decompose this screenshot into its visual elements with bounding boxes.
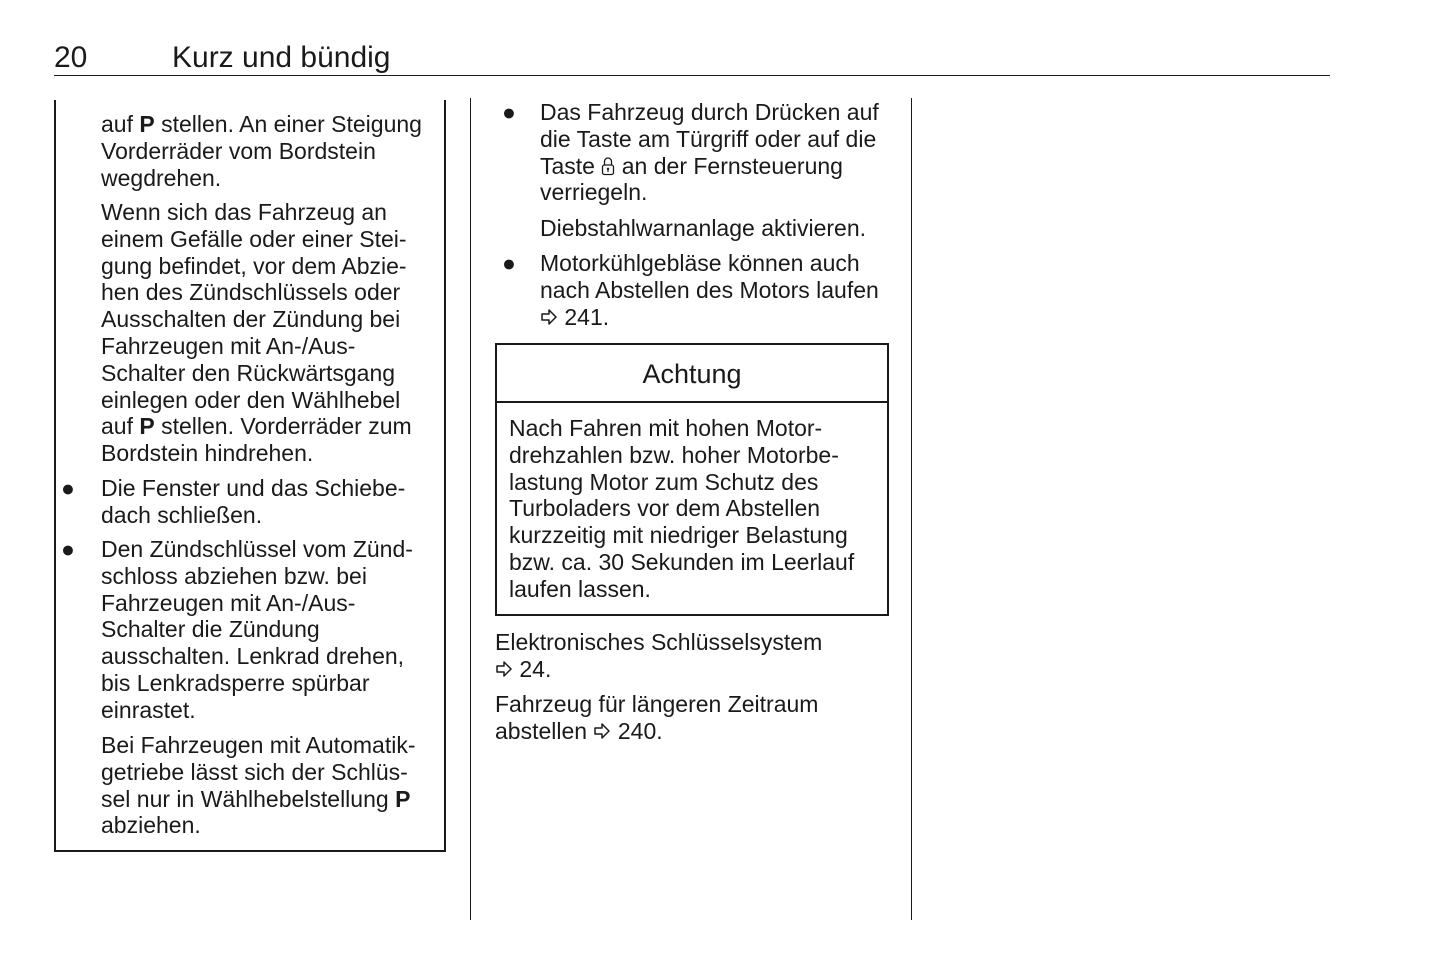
electronic-key-system-reference xyxy=(495,629,895,683)
text-line: Bei Fahrzeugen mit Automatik- xyxy=(101,732,416,758)
text-line: Vorderräder vom Bordstein xyxy=(101,137,376,164)
text-line: Fahrzeugen mit An-/Aus- xyxy=(101,589,356,616)
text-line: wegdrehen. xyxy=(101,164,222,191)
text-line: die Taste am Türgriff oder auf die xyxy=(540,125,877,152)
text-line: dach schließen. xyxy=(101,501,263,528)
long-term-parking-reference xyxy=(495,691,895,745)
text-line: Elektronisches Schlüsselsystem xyxy=(495,629,823,655)
page-reference-link[interactable]: 24. xyxy=(519,655,552,682)
warning-body xyxy=(509,415,879,603)
bullet-ignition-key xyxy=(101,536,441,724)
page-reference-arrow-icon xyxy=(495,660,513,678)
paragraph-slope xyxy=(101,199,441,467)
text-line: Taste an der Fernsteuerung xyxy=(540,152,843,179)
bullet-lock-vehicle xyxy=(540,99,900,206)
warning-title: Achtung xyxy=(497,345,887,403)
bullet-windows xyxy=(101,475,441,529)
page-reference-link[interactable]: 240. xyxy=(617,717,663,744)
text-line: Motorkühlgebläse können auch xyxy=(540,250,860,276)
text-line: ausschalten. Lenkrad drehen, xyxy=(101,643,405,670)
bullet-icon: ● xyxy=(502,250,516,276)
chapter-title: Kurz und bündig xyxy=(172,41,391,74)
bullet-icon: ● xyxy=(61,475,75,501)
text-line: Das Fahrzeug durch Drücken auf xyxy=(540,99,879,125)
text-line: Bordstein hindrehen. xyxy=(101,440,314,467)
gear-p-label: P xyxy=(395,785,411,812)
text-line: Den Zündschlüssel vom Zünd- xyxy=(101,536,413,562)
text-line: Nach Fahren mit hohen Motor- xyxy=(509,415,823,441)
text-line: Die Fenster und das Schiebe- xyxy=(101,475,406,501)
text-line: Schalter die Zündung xyxy=(101,616,320,643)
text-line: kurzzeitig mit niedriger Belastung xyxy=(509,522,848,549)
text-line: auf P stellen. An einer Steigung xyxy=(101,111,422,137)
page-reference-arrow-icon xyxy=(593,722,611,740)
gear-p-label: P xyxy=(139,111,155,137)
bullet-icon: ● xyxy=(502,99,516,125)
gear-p-label: P xyxy=(139,413,155,440)
text-line: Fahrzeug für längeren Zeitraum xyxy=(495,691,819,717)
text-line: auf P stellen. Vorderräder zum xyxy=(101,413,412,440)
text-line: drehzahlen bzw. hoher Motorbe- xyxy=(509,441,839,468)
bullet-icon: ● xyxy=(61,536,75,562)
text-line: einrastet. xyxy=(101,696,196,723)
text-line: bzw. ca. 30 Sekunden im Leerlauf xyxy=(509,548,855,575)
text-line: hen des Zündschlüssels oder xyxy=(101,279,401,306)
text-line: getriebe lässt sich der Schlüs- xyxy=(101,758,408,785)
page-reference-link[interactable]: 241. xyxy=(564,303,610,330)
text-line: laufen lassen. xyxy=(509,575,651,602)
column-divider-left xyxy=(470,98,471,920)
text-line: bis Lenkradsperre spürbar xyxy=(101,669,370,696)
text-line: Schalter den Rückwärtsgang xyxy=(101,359,396,386)
text-line: Wenn sich das Fahrzeug an xyxy=(101,199,387,225)
text-line xyxy=(540,304,900,331)
paragraph-automatic xyxy=(101,732,441,839)
header-rule xyxy=(54,75,1330,76)
paragraph-front-wheels xyxy=(101,111,441,191)
warning-box xyxy=(495,343,889,616)
page-number: 20 xyxy=(54,41,88,74)
text-line: einem Gefälle oder einer Stei- xyxy=(101,225,407,252)
text-line: abziehen. xyxy=(101,812,201,839)
text-line: verriegeln. xyxy=(540,179,648,206)
text-line: Ausschalten der Zündung bei xyxy=(101,306,401,333)
column-divider-right xyxy=(911,98,912,920)
text-line: Turboladers vor dem Abstellen xyxy=(509,495,821,522)
text-line: abstellen 240. xyxy=(495,717,663,744)
text-line: nach Abstellen des Motors laufen xyxy=(540,276,879,303)
text-line xyxy=(495,656,895,683)
text-line: einlegen oder den Wählhebel xyxy=(101,386,401,413)
text-line: Fahrzeugen mit An-/Aus- xyxy=(101,332,356,359)
left-warning-box-continuation xyxy=(54,100,446,852)
lock-button-icon xyxy=(601,156,615,176)
theft-alarm-text: Diebstahlwarnanlage aktivieren. xyxy=(540,215,867,241)
text-line: sel nur in Wählhebelstellung P xyxy=(101,785,411,812)
text-line: gung befindet, vor dem Abzie- xyxy=(101,252,407,279)
text-line: schloss abziehen bzw. bei xyxy=(101,562,367,589)
page-reference-arrow-icon xyxy=(540,308,558,326)
bullet-cooling-fan xyxy=(540,250,900,330)
text-line: lastung Motor zum Schutz des xyxy=(509,468,819,495)
